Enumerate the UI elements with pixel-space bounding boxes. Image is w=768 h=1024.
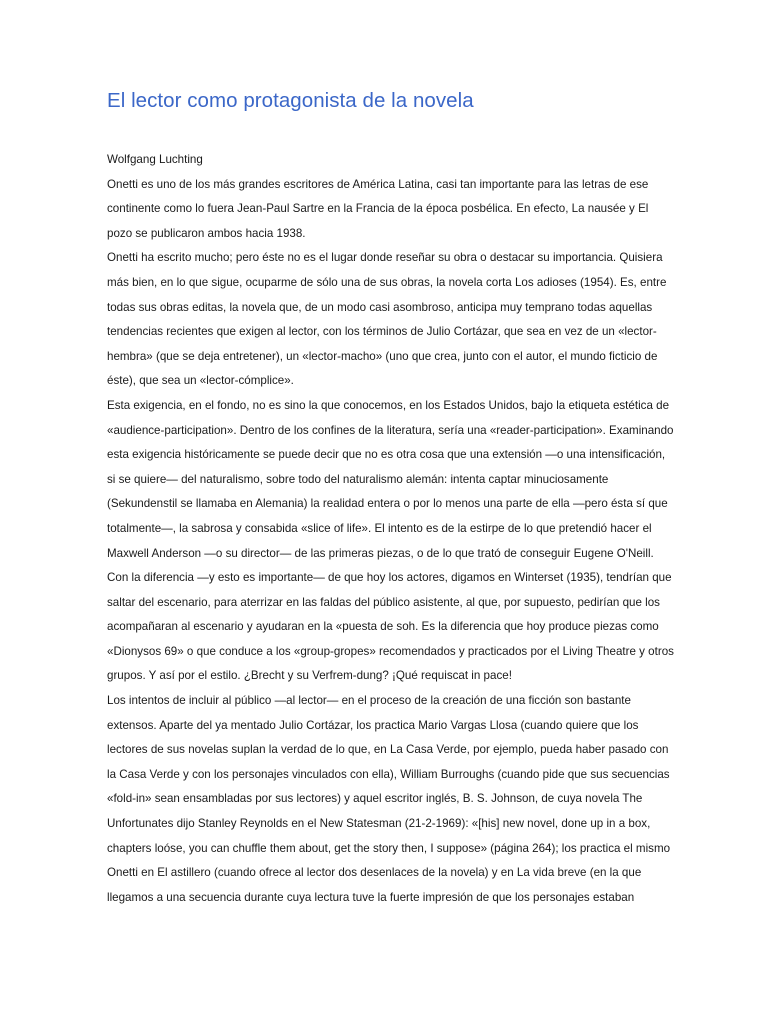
text-line: Unfortunates dijo Stanley Reynolds en el New Statesman (21-2-1969): «[his] new novel, done up in a box, [107, 817, 651, 831]
text-line: tendencias recientes que exigen al lector, con los términos de Julio Cortázar, que sea en vez de un «lector- [107, 325, 657, 339]
text-line: más bien, en lo que sigue, ocuparme de sólo una de sus obras, la novela corta Los adioses (1954). Es, entre [107, 275, 667, 289]
text-line: Esta exigencia, en el fondo, no es sino la que conocemos, en los Estados Unidos, bajo la etiqueta estética de [107, 398, 670, 412]
text-line: Onetti es uno de los más grandes escritores de América Latina, casi tan importante para las letras de ese [107, 177, 649, 191]
text-line: Los intentos de incluir al público —al lector— en el proceso de la creación de una ficción son bastante [107, 694, 631, 708]
text-line: «Dionysos 69» o que conduce a los «group-gropes» recomendados y practicados por el Living Theatre y otros [107, 644, 674, 658]
text-line: (Sekundenstil se llamaba en Alemania) la realidad entera o por lo menos una parte de ella —pero ésta sí que [107, 497, 668, 511]
document-title: El lector como protagonista de la novela [107, 89, 474, 112]
text-line: acompañaran al escenario y ayudaran en la «puesta de soh. Es la diferencia que hoy produce piezas como [107, 620, 659, 634]
text-line: hembra» (que se deja entretener), un «lector-macho» (uno que crea, junto con el autor, el mundo ficticio de [107, 349, 658, 363]
text-line: si se quiere— del naturalismo, sobre todo del naturalismo alemán: intenta captar minuciosamente [107, 472, 609, 486]
text-line: todas sus obras editas, la novela que, de un modo casi asombroso, anticipa muy temprano todas aquellas [107, 300, 653, 314]
text-line: grupos. Y así por el estilo. ¿Brecht y su Verfrem-dung? ¡Qué requiscat in pace! [107, 669, 512, 683]
text-line: pozo se publicaron ambos hacia 1938. [107, 226, 306, 240]
text-line: lectores de sus novelas suplan la verdad de lo que, en La Casa Verde, por ejemplo, pueda haber pasado con [107, 743, 669, 757]
author-name: Wolfgang Luchting [107, 153, 203, 166]
text-line: Onetti ha escrito mucho; pero éste no es el lugar donde reseñar su obra o destacar su importancia. Quisiera [107, 251, 663, 265]
text-line: Onetti en El astillero (cuando ofrece al lector dos desenlaces de la novela) y en La vida breve (en la que [107, 866, 642, 880]
text-line: continente como lo fuera Jean-Paul Sartre en la Francia de la época posbélica. En efecto, La nausée y El [107, 202, 649, 216]
text-line: «fold-in» sean ensambladas por sus lectores) y aquel escritor inglés, B. S. Johnson, de cuya novela The [107, 792, 643, 806]
text-line: llegamos a una secuencia durante cuya lectura tuve la fuerte impresión de que los personajes estaban [107, 890, 635, 904]
text-line: éste), que sea un «lector-cómplice». [107, 374, 294, 388]
text-line: Con la diferencia —y esto es importante— de que hoy los actores, digamos en Winterset (1935), tendrían que [107, 571, 672, 585]
text-line: chapters loóse, you can chuffle them about, get the story then, I suppose» (página 264); los practica el mismo [107, 841, 671, 855]
text-line: extensos. Aparte del ya mentado Julio Cortázar, los practica Mario Vargas Llosa (cuando quiere que los [107, 718, 639, 732]
text-line: totalmente—, la sabrosa y consabida «slice of life». El intento es de la estirpe de lo que pretendió hacer el [107, 521, 652, 535]
document-body [107, 148, 674, 910]
text-line: Maxwell Anderson —o su director— de las primeras piezas, o de lo que trató de conseguir Eugene O'Neill. [107, 546, 654, 560]
text-line: saltar del escenario, para aterrizar en las faldas del público asistente, al que, por supuesto, pedirían que los [107, 595, 660, 609]
text-line: la Casa Verde y con los personajes vinculados con ella), William Burroughs (cuando pide que sus secuencias [107, 767, 670, 781]
text-line: «audience-participation». Dentro de los confines de la literatura, sería una «reader-participation». Examinando [107, 423, 674, 437]
text-line: esta exigencia históricamente se puede decir que no es otra cosa que una extensión —o una intensificación, [107, 448, 666, 462]
